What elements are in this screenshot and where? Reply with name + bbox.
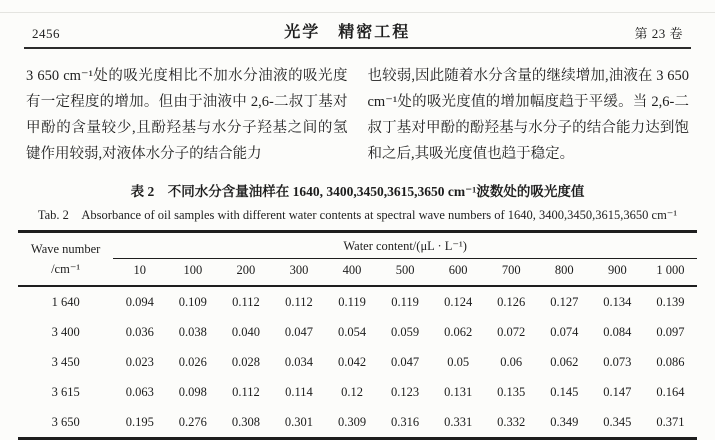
table-row	[18, 377, 697, 407]
water-content-level: 300	[272, 259, 325, 287]
table-caption-zh: 表 2 不同水分含量油样在 1640, 3400,3450,3615,3650 cm⁻¹波数处的吸光度值	[130, 184, 585, 199]
absorbance-cell: 0.345	[603, 415, 632, 429]
absorbance-cell: 0.332	[497, 415, 526, 429]
water-content-level: 200	[219, 259, 272, 287]
absorbance-cell: 0.308	[231, 415, 260, 429]
absorbance-cell: 0.371	[656, 415, 685, 429]
water-content-level: 400	[326, 259, 379, 287]
absorbance-cell: 0.195	[125, 415, 154, 429]
wave-number-header-line2: /cm⁻¹	[51, 262, 81, 276]
water-content-level: 900	[591, 259, 644, 287]
absorbance-cell: 0.026	[178, 355, 207, 369]
absorbance-cell: 0.059	[391, 325, 420, 339]
absorbance-cell: 0.309	[337, 415, 367, 429]
absorbance-table-body	[18, 286, 697, 439]
absorbance-cell: 0.028	[231, 355, 260, 369]
absorbance-cell: 0.047	[391, 355, 420, 369]
absorbance-cell: 0.349	[550, 415, 579, 429]
absorbance-cell: 0.139	[656, 295, 685, 309]
absorbance-cell: 0.123	[391, 385, 420, 399]
journal-title: 光学 精密工程	[284, 24, 411, 41]
table-row	[18, 347, 697, 377]
absorbance-cell: 0.038	[178, 325, 207, 339]
absorbance-cell: 0.098	[178, 385, 207, 399]
water-content-level: 100	[166, 259, 219, 287]
water-content-level: 800	[538, 259, 591, 287]
absorbance-cell: 0.134	[603, 295, 632, 309]
absorbance-cell: 0.109	[178, 295, 207, 309]
absorbance-cell: 0.086	[656, 355, 685, 369]
absorbance-cell: 0.145	[550, 385, 579, 399]
wave-number-cell: 3 450	[51, 355, 80, 369]
page-number: 2456	[32, 26, 60, 41]
absorbance-cell: 0.063	[125, 385, 154, 399]
table-row	[18, 286, 697, 317]
absorbance-cell: 0.06	[500, 355, 523, 369]
absorbance-cell: 0.124	[444, 295, 473, 309]
text-column-left: 3 650 cm⁻¹处的吸光度相比不加水分油液的吸光度有一定程度的增加。但由于油液中 2,6-二叔丁基对甲酚的含量较少,且酚羟基与水分子羟基之间的氢键作用较弱,对液体水分子的结合能力	[26, 68, 348, 162]
absorbance-cell: 0.054	[337, 325, 367, 339]
absorbance-cell: 0.072	[497, 325, 526, 339]
absorbance-cell: 0.112	[232, 295, 260, 309]
text-column-right: 也较弱,因此随着水分含量的继续增加,油液在 3 650 cm⁻¹处的吸光度值的增加幅度趋于平缓。当 2,6-二叔丁基对甲酚的酚羟基与水分子的结合能力达到饱和之后,其吸光度值也趋于稳定。	[367, 68, 689, 162]
absorbance-cell: 0.331	[444, 415, 473, 429]
absorbance-table-header	[18, 232, 697, 287]
absorbance-cell: 0.05	[447, 355, 470, 369]
absorbance-cell: 0.127	[550, 295, 579, 309]
absorbance-cell: 0.119	[338, 295, 366, 309]
absorbance-cell: 0.147	[603, 385, 632, 399]
wave-number-cell: 1 640	[51, 295, 80, 309]
water-content-level: 1 000	[644, 259, 697, 287]
page-header	[0, 0, 715, 47]
absorbance-cell: 0.112	[232, 385, 260, 399]
header-row-group	[18, 232, 697, 259]
water-content-level: 500	[379, 259, 432, 287]
absorbance-cell: 0.097	[656, 325, 685, 339]
wave-number-cell: 3 400	[51, 325, 80, 339]
absorbance-cell: 0.074	[550, 325, 579, 339]
water-content-level: 10	[113, 259, 166, 287]
absorbance-cell: 0.276	[178, 415, 207, 429]
absorbance-cell: 0.112	[285, 295, 313, 309]
body-text	[0, 49, 715, 167]
absorbance-cell: 0.040	[231, 325, 260, 339]
absorbance-cell: 0.131	[444, 385, 473, 399]
table-caption-en: Tab. 2 Absorbance of oil samples with different water contents at spectral wave numbers of 1640, 3400,3450,3615,3650 cm⁻¹	[37, 208, 678, 222]
absorbance-cell: 0.126	[497, 295, 526, 309]
absorbance-cell: 0.119	[391, 295, 419, 309]
absorbance-cell: 0.047	[284, 325, 314, 339]
absorbance-cell: 0.135	[497, 385, 526, 399]
absorbance-cell: 0.114	[285, 385, 313, 399]
absorbance-cell: 0.12	[341, 385, 363, 399]
absorbance-cell: 0.034	[284, 355, 314, 369]
water-content-level: 700	[485, 259, 538, 287]
scan-artifact-line	[0, 12, 715, 13]
wave-number-header-line1: Wave number	[30, 242, 101, 256]
absorbance-cell: 0.084	[603, 325, 632, 339]
absorbance-cell: 0.316	[391, 415, 420, 429]
wave-number-cell: 3 650	[51, 415, 80, 429]
absorbance-cell: 0.094	[125, 295, 154, 309]
table-row	[18, 407, 697, 439]
water-content-level: 600	[432, 259, 485, 287]
absorbance-cell: 0.062	[550, 355, 579, 369]
absorbance-cell: 0.301	[284, 415, 314, 429]
table-row	[18, 317, 697, 347]
absorbance-cell: 0.023	[125, 355, 154, 369]
wave-number-header	[18, 232, 113, 287]
header-row-levels	[18, 259, 697, 287]
wave-number-cell: 3 615	[51, 385, 80, 399]
water-content-header: Water content/(μL · L⁻¹)	[113, 232, 697, 259]
absorbance-table	[18, 230, 697, 440]
absorbance-cell: 0.042	[337, 355, 367, 369]
absorbance-cell: 0.062	[444, 325, 473, 339]
absorbance-cell: 0.073	[603, 355, 632, 369]
absorbance-cell: 0.036	[125, 325, 154, 339]
absorbance-cell: 0.164	[656, 385, 685, 399]
volume-label: 第 23 卷	[634, 26, 683, 41]
